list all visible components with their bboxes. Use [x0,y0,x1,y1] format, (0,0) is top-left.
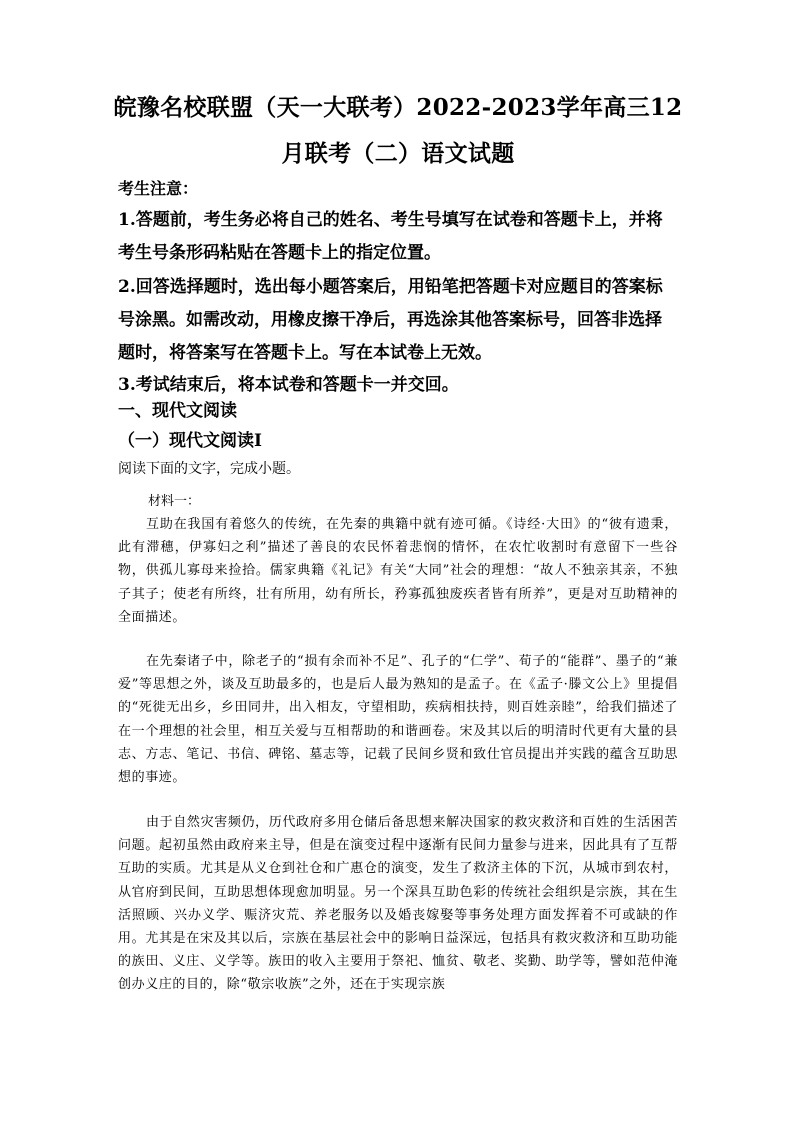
section-title: 一、现代文阅读 [118,401,237,421]
material-paragraph-3: 由于自然灾害频仍，历代政府多用仓储后备思想来解决国家的救灾救济和百姓的生活困苦问题。起初虽然由政府来主导，但是在演变过程中逐渐有民间力量参与进来，因此具有了互帮互助的实质。尤其是从义仓到社仓和广惠仓的演变，发生了救济主体的下沉，从城市到农村，从官府到民间，互助思想体现愈加明显。另一个深具互助色彩的传统社会组织是宗族，其在生活照顾、兴办义学、赈济灾荒、养老服务以及婚丧嫁娶等事务处理方面发挥着不可或缺的作用。尤其是在宋及其以后，宗族在基层社会中的影响日益深远，包括具有救灾救济和互助功能的族田、义庄、义学等。族田的收入主要用于祭祀、恤贫、敬老、奖勤、助学等，譬如范仲淹创办义庄的目的，除“敬宗收族”之外，还在于实现宗族 [118,815,678,993]
section-subtitle: （一）现代文阅读Ⅰ [118,431,262,451]
material-paragraph-1: 互助在我国有着悠久的传统，在先秦的典籍中就有迹可循。《诗经·大田》的“彼有遗秉，此有滞穗，伊寡妇之利”描述了善良的农民怀着悲悯的情怀，在农忙收割时有意留下一些谷物，供孤儿寡母来捡拾。儒家典籍《礼记》有关“大同”社会的理想：“故人不独亲其亲，不独子其子；使老有所终，壮有所用，幼有所长，矜寡孤独废疾者皆有所养”，更是对互助精神的全面描述。 [118,517,678,625]
page-title: 皖豫名校联盟（天一大联考）2022-2023学年高三12月联考（二）语文试题 [113,94,683,167]
reading-instruction: 阅读下面的文字，完成小题。 [118,461,300,477]
material-paragraph-2: 在先秦诸子中，除老子的“损有余而补不足”、孔子的“仁学”、荀子的“能群”、墨子的“兼爱”等思想之外，谈及互助最多的，也是后人最为熟知的是孟子。在《孟子·滕文公上》里提倡的“死徙无出乡，乡田同井，出入相友，守望相助，疾病相扶持，则百姓亲睦”，给我们描述了在一个理想的社会里，相互关爱与互相帮助的和谐画卷。宋及其以后的明清时代更有大量的县志、方志、笔记、书信、碑铭、墓志等，记载了民间乡贤和致仕官员提出并实践的蕴含互助思想的事迹。 [118,654,678,786]
notice-item-3: 3.考试结束后，将本试卷和答题卡一并交回。 [118,375,459,395]
notice-heading: 考生注意： [118,179,199,198]
notice-item-1: 1.答题前，考生务必将自己的姓名、考生号填写在试卷和答题卡上，并将考生号条形码粘贴在答题卡上的指定位置。 [118,210,663,263]
material-label: 材料一： [148,494,201,509]
notice-item-2: 2.回答选择题时，选出每小题答案后，用铅笔把答题卡对应题目的答案标号涂黑。如需改动，用橡皮擦干净后，再选涂其他答案标号，回答非选择题时，将答案写在答题卡上。写在本试卷上无效。 [118,277,663,363]
